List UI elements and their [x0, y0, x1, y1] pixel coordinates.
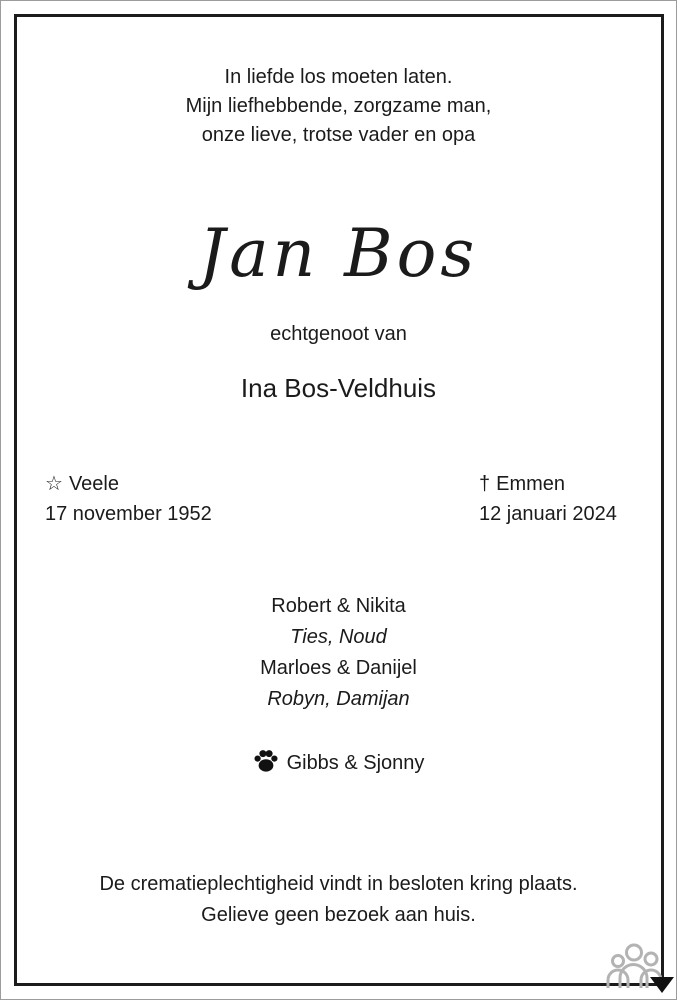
family-names — [1, 591, 676, 715]
corner-triangle-icon — [650, 977, 674, 993]
pets-names: Gibbs & Sjonny — [286, 752, 425, 774]
death-cross-icon: † — [479, 473, 491, 495]
relation-line: echtgenoot van — [270, 323, 407, 345]
deceased-name: Jan Bos — [198, 215, 479, 292]
birth-place-line — [45, 469, 212, 499]
death-place-line — [479, 469, 617, 499]
birth-date: 17 november 1952 — [45, 503, 212, 525]
family-line: Ties, Noud — [290, 626, 387, 648]
birth-place: Veele — [68, 473, 119, 495]
closing-line: Gelieve geen bezoek aan huis. — [201, 904, 476, 926]
birth-info — [45, 469, 212, 529]
closing-text — [1, 869, 676, 931]
intro-text — [1, 63, 676, 150]
intro-line: Mijn liefhebbende, zorgzame man, — [185, 95, 492, 117]
birth-star-icon: ☆ — [45, 473, 63, 495]
family-line: Marloes & Danijel — [260, 657, 417, 679]
family-line: Robyn, Damijan — [267, 688, 410, 710]
intro-line: onze lieve, trotse vader en opa — [201, 124, 476, 146]
pets-line — [1, 749, 676, 779]
spouse-name: Ina Bos-Veldhuis — [240, 373, 437, 403]
death-place: Emmen — [496, 473, 566, 495]
death-info — [479, 469, 617, 529]
paw-icon — [253, 749, 279, 779]
death-date: 12 januari 2024 — [479, 503, 617, 525]
family-line: Robert & Nikita — [271, 595, 406, 617]
closing-line: De crematieplechtigheid vindt in besloten kring plaats. — [99, 873, 578, 895]
intro-line: In liefde los moeten laten. — [224, 66, 453, 88]
